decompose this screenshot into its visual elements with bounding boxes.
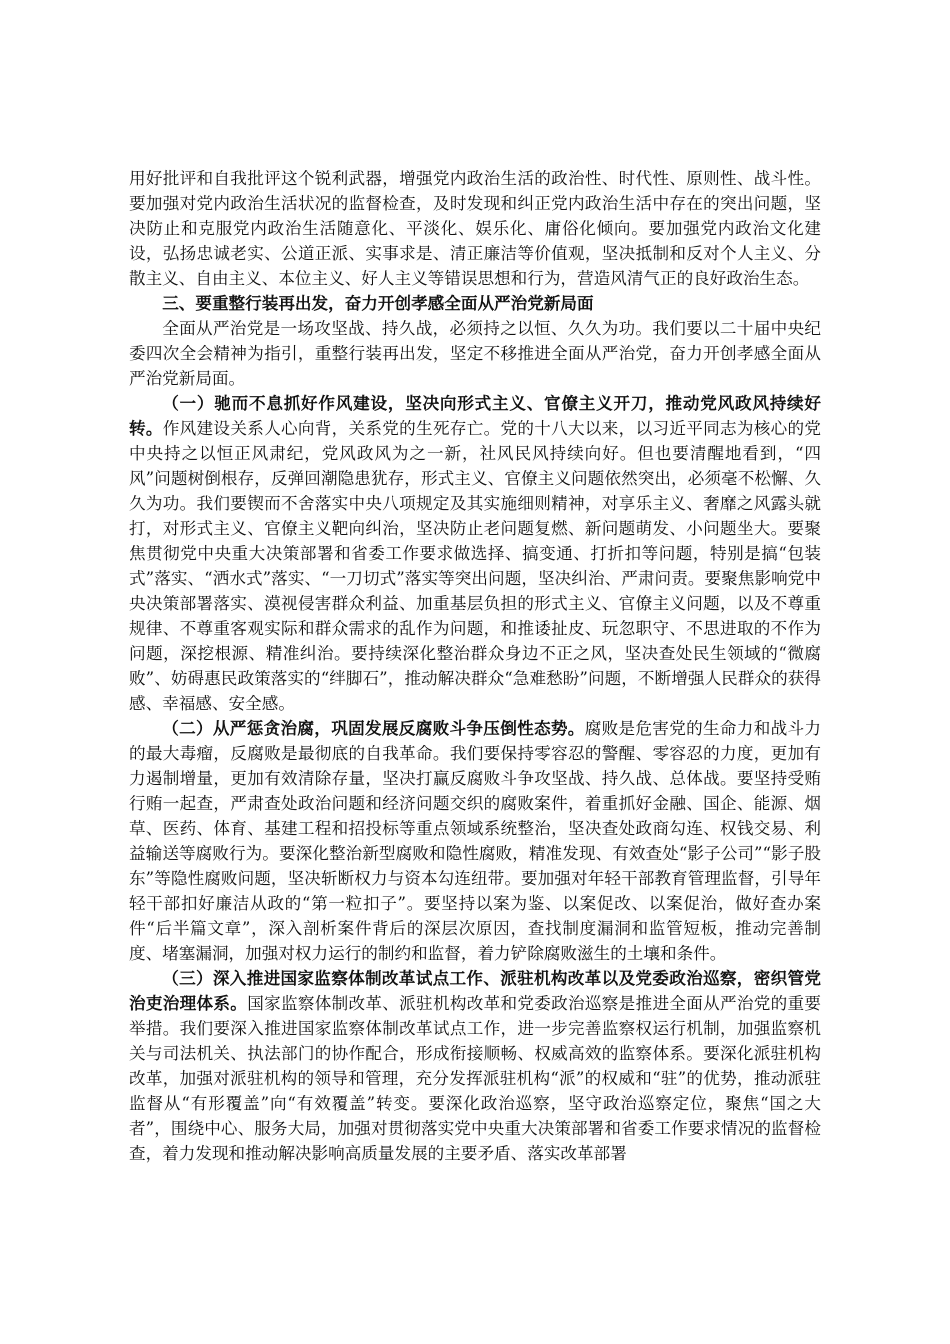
document-page bbox=[129, 166, 821, 1166]
body-paragraph-1: 用好批评和自我批评这个锐利武器，增强党内政治生活的政治性、时代性、原则性、战斗性。要加强对党内政治生活状况的监督检查，及时发现和纠正党内政治生活中存在的突出问题，坚决防止和克服党内政治生活随意化、平淡化、娱乐化、庸俗化倾向。要加强党内政治文化建设，弘扬忠诚老实、公道正派、实事求是、清正廉洁等价值观，坚决抵制和反对个人主义、分散主义、自由主义、本位主义、好人主义等错误思想和行为，营造风清气正的良好政治生态。 bbox=[129, 169, 821, 288]
subsection-paragraph-2 bbox=[129, 716, 821, 966]
subsection-paragraph-1 bbox=[129, 391, 821, 716]
subsection-body-2: 腐败是危害党的生命力和战斗力的最大毒瘤，反腐败是最彻底的自我革命。我们要保持零容忍的警醒、零容忍的力度，更加有力遏制增量，更加有效清除存量，坚决打赢反腐败斗争攻坚战、持久战、总体战。要坚持受贿行贿一起查，严肃查处政治问题和经济问题交织的腐败案件，着重抓好金融、国企、能源、烟草、医药、体育、基建工程和招投标等重点领域系统整治，坚决查处政商勾连、权钱交易、利益输送等腐败行为。要深化整治新型腐败和隐性腐败，精准发现、有效查处“影子公司”“影子股东”等隐性腐败问题，坚决斩断权力与资本勾连纽带。要加强对年轻干部教育管理监督，引导年轻干部扣好廉洁从政的“第一粒扣子”。要坚持以案为鉴、以案促改、以案促治，做好查办案件“后半篇文章”，深入剖析案件背后的深层次原因，查找制度漏洞和监管短板，推动完善制度、堵塞漏洞，加强对权力运行的制约和监督，着力铲除腐败滋生的土壤和条件。 bbox=[129, 719, 822, 963]
subsection-body-3: 国家监察体制改革、派驻机构改革和党委政治巡察是推进全面从严治党的重要举措。我们要深入推进国家监察体制改革试点工作，进一步完善监察权运行机制，加强监察机关与司法机关、执法部门的协作配合，形成衔接顺畅、权威高效的监察体系。要深化派驻机构改革，加强对派驻机构的领导和管理，充分发挥派驻机构“派”的权威和“驻”的优势，推动派驻监督从“有形覆盖”向“有效覆盖”转变。要深化政治巡察，坚守政治巡察定位，聚焦“国之大者”，围绕中心、服务大局，加强对贯彻落实党中央重大决策部署和省委工作要求情况的监督检查，着力发现和推动解决影响高质量发展的主要矛盾、落实改革部署 bbox=[129, 994, 822, 1163]
body-paragraph-intro: 全面从严治党是一场攻坚战、持久战，必须持之以恒、久久为功。我们要以二十届中央纪委四次全会精神为指引，重整行装再出发，坚定不移推进全面从严治党，奋力开创孝感全面从严治党新局面。 bbox=[129, 319, 821, 388]
section-heading-3: 三、要重整行装再出发，奋力开创孝感全面从严治党新局面 bbox=[162, 293, 594, 313]
subsection-heading-2: （二）从严惩贪治腐，巩固发展反腐败斗争压倒性态势。 bbox=[162, 718, 585, 738]
subsection-heading-3: （三）深入推进国家监察体制改革试点工作、派驻机构改革以及党委政治巡察，密织管党治吏治理体系。 bbox=[129, 968, 821, 1013]
subsection-paragraph-3 bbox=[129, 966, 821, 1166]
subsection-heading-1: （一）驰而不息抓好作风建设，坚决向形式主义、官僚主义开刀，推动党风政风持续好转。 bbox=[129, 393, 821, 438]
subsection-body-1: 作风建设关系人心向背，关系党的生死存亡。党的十八大以来，以习近平同志为核心的党中央持之以恒正风肃纪，党风政风为之一新，社风民风持续向好。但也要清醒地看到，“四风”问题树倒根存，反弹回潮隐患犹存，形式主义、官僚主义问题依然突出，必须毫不松懈、久久为功。我们要锲而不舍落实中央八项规定及其实施细则精神，对享乐主义、奢靡之风露头就打，对形式主义、官僚主义靶向纠治，坚决防止老问题复燃、新问题萌发、小问题坐大。要聚焦贯彻党中央重大决策部署和省委工作要求做选择、搞变通、打折扣等问题，特别是搞“包装式”落实、“洒水式”落实、“一刀切式”落实等突出问题，坚决纠治、严肃问责。要聚焦影响党中央决策部署落实、漠视侵害群众利益、加重基层负担的形式主义、官僚主义问题，以及不尊重规律、不尊重客观实际和群众需求的乱作为问题，和推诿扯皮、玩忽职守、不思进取的不作为问题，深挖根源、精准纠治。要持续深化整治群众身边不正之风，坚决查处民生领域的“微腐败”、妨碍惠民政策落实的“绊脚石”，推动解决群众“急难愁盼”问题，不断增强人民群众的获得感、幸福感、安全感。 bbox=[129, 419, 822, 713]
